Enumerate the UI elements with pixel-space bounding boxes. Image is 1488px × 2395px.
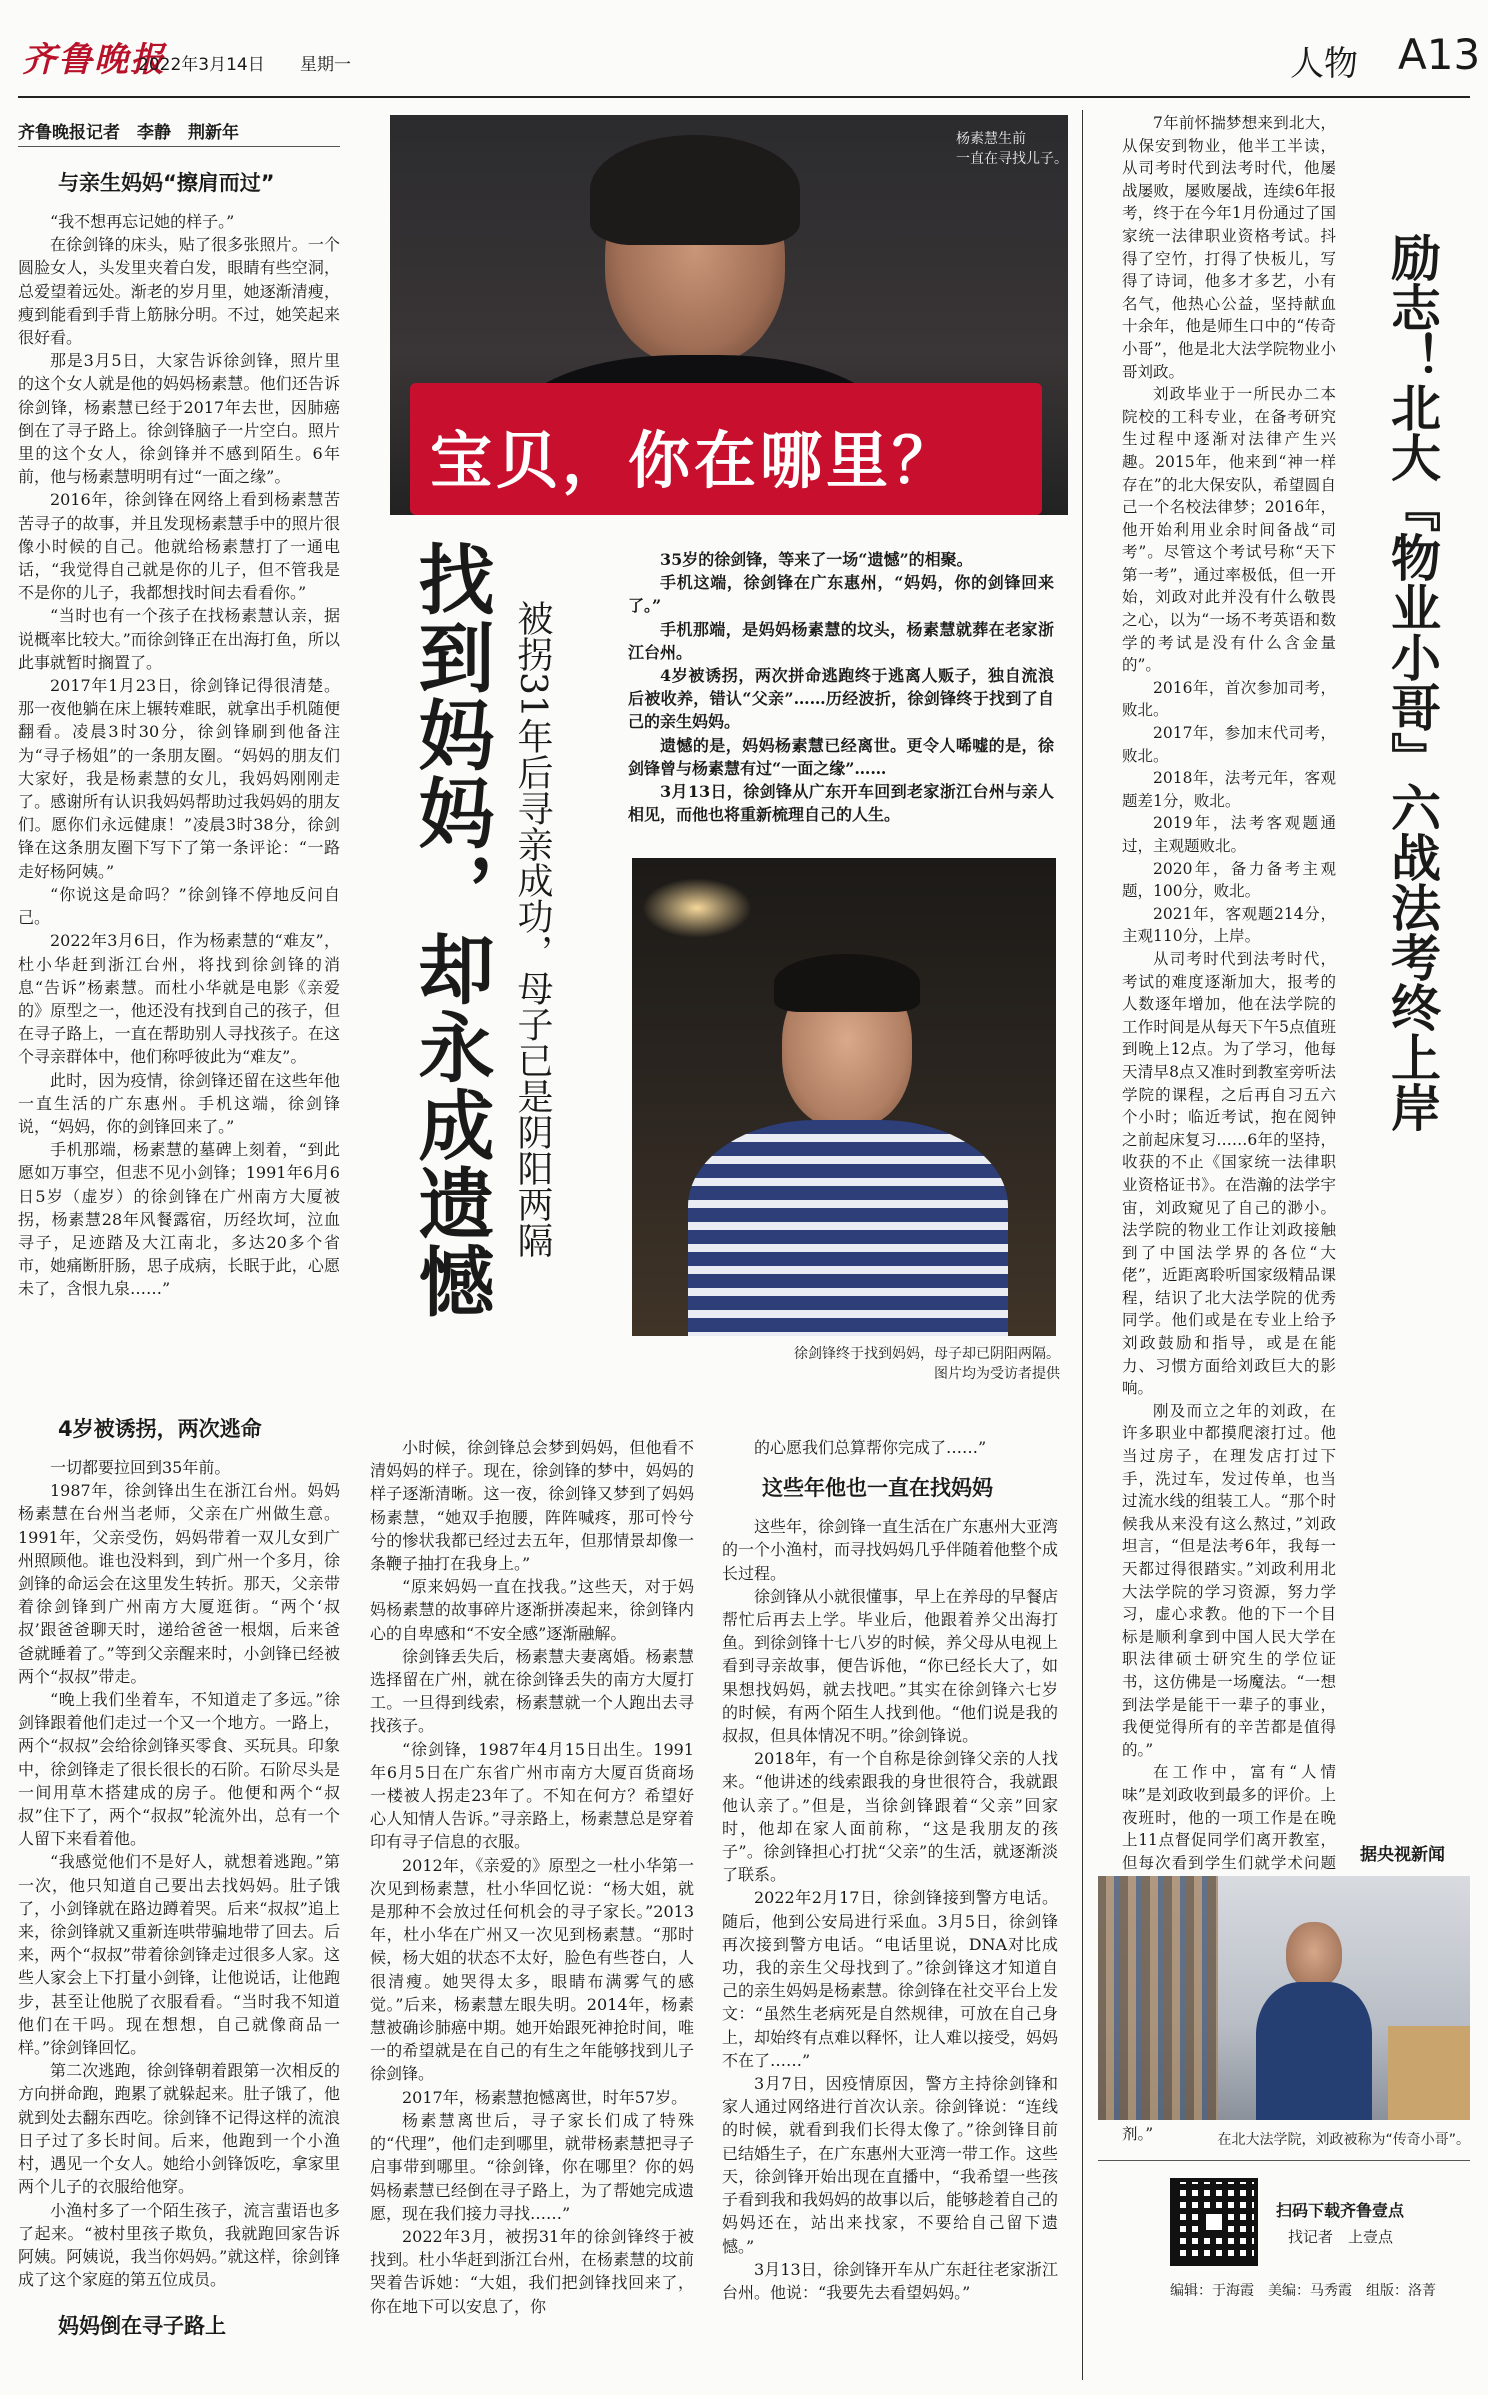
side-p9: 从司考时代到法考时代，考试的难度逐渐加大，报考的人数逐年增加，他在法学院的工作时间是从每天下午5点值班到晚上12点。为了学习，他每天清早8点又准时到教室旁听法学院的课程，之后再自习五六个小时；临近考试，抱在阅钟之前起床复习……6年的坚持，收获的不止《国家统一法律职业资格证书》。在浩瀚的法学宇宙，刘政窥见了自己的渺小。法学院的物业工作让刘政接触到了中国法学界的各位“大佬”，近距离聆听国家级精品课程，结识了北大法学院的优秀同学。他们或是在专业上给予刘政鼓励和指导，或是在能力、习惯方面给刘政巨大的影响。 [1122, 949, 1336, 1398]
subhead-1: 与亲生妈妈“擦肩而过” [58, 171, 275, 195]
qr-logo-icon [1204, 2212, 1224, 2232]
c1a-p5: “当时也有一个孩子在找杨素慧认亲，据说概率比较大。”而徐剑锋正在出海打鱼，所以此事就暂时搁置了。 [18, 606, 340, 672]
c2-p7: 杨素慧离世后，寻子家长们成了特殊的“代理”，他们走到哪里，就带杨素慧把寻子启事带到哪里。“徐剑锋，你在哪里？你的妈妈杨素慧已经倒在寻子路上，为了帮她完成遗愿，现在我们接力寻找……” [370, 2110, 694, 2223]
son-hair [774, 954, 920, 1012]
side-p10: 刚及而立之年的刘政，在许多职业中都摸爬滚打过。他当过房子，在理发店打过下手，洗过车，发过传单，也当过流水线的组装工人。“那个时候我从来没有这么熬过，”刘政坦言，“但是法考6年，我每一天都过得很踏实。”刘政利用北大法学院的学习资源，努力学习，虚心求教。他的下一个目标是顺利拿到中国人民大学在职法律硕士研究生的学位证书，这仿佛是一场魔法。“一想到法学是能干一辈子的事业，我便觉得所有的辛苦都是值得的。” [1122, 1401, 1336, 1759]
qr-title: 扫码下载齐鲁壹点 [1276, 2201, 1405, 2220]
column-3 [722, 1436, 1058, 2386]
lede-block [628, 548, 1054, 830]
side-p3: 2016年，首次参加司考，败北。 [1122, 678, 1336, 720]
c1b-p6: 小渔村多了一个陌生孩子，流言蜚语也多了起来。“被村里孩子欺负，我就跑回家告诉阿姨。阿姨说，我当你妈妈。”就这样，徐剑锋成了这个家庭的第五位成员。 [18, 2200, 340, 2290]
c1a-p9: 此时，因为疫情，徐剑锋还留在这些年他一直生活的广东惠州。手机这端，徐剑锋说，“妈妈，你的剑锋回来了。” [18, 1070, 340, 1136]
photo1-caption-line2: 一直在寻找儿子。 [956, 151, 1068, 167]
page-number: A13 [1398, 30, 1481, 79]
lede-p4: 4岁被诱拐，两次拼命逃跑终于逃离人贩子，独自流浪后被收养，错认“父亲”……历经波折，徐剑锋终于找到了自己的亲生妈妈。 [628, 666, 1054, 732]
c1a-p8: 2022年3月6日，作为杨素慧的“难友”，杜小华赶到浙江台州，将找到徐剑锋的消息“告诉”杨素慧。而杜小华就是电影《亲爱的》原型之一，他还没有找到自己的孩子，但在寻子路上，一直在帮助别人寻找孩子。在这个寻亲群体中，他们称呼彼此为“难友”。 [18, 931, 340, 1067]
side-p11: 在工作中，富有“人情味”是刘政收到最多的评价。上夜班时，他的一项工作是在晚上11点督促同学们离开教室，但每次看到学生们就学术问题 剂。” [1122, 1763, 1336, 2143]
sidebar-headline: 励志！北大『物业小哥』六战法考终上岸 [1383, 232, 1441, 1132]
c2-p1: 小时候，徐剑锋总会梦到妈妈，但他看不清妈妈的样子。现在，徐剑锋的梦中，妈妈的样子逐渐清晰。这一夜，徐剑锋又梦到了妈妈杨素慧，“她双手抱腰，阵阵喊疼，那可怜兮兮的惨状我都已经过去五年，但那情景却像一条鞭子抽打在我身上。” [370, 1438, 694, 1574]
c2-p6: 2017年，杨素慧抱憾离世，时年57岁。 [402, 2087, 688, 2107]
lede-p5: 遗憾的是，妈妈杨素慧已经离世。更令人唏嘘的是，徐剑锋曾与杨素慧有过“一面之缘”…… [628, 735, 1054, 778]
side-p4: 2017年，参加末代司考，败北。 [1122, 724, 1336, 765]
c1a-p4: 2016年，徐剑锋在网络上看到杨素慧苦苦寻子的故事，并且发现杨素慧手中的照片很像小时候的自己。他就给杨素慧打了一通电话，“我觉得自己就是你的儿子，但不管我是不是你的儿子，我都想找时间去看看你。” [18, 490, 340, 603]
son-shirt [688, 1120, 1008, 1336]
byline: 齐鲁晚报记者 李静 荆新年 [18, 123, 239, 143]
c3-p0: 的心愿我们总算帮你完成了……” [754, 1438, 987, 1457]
photo-liu-zheng [1098, 1876, 1470, 2120]
staff-credits: 编辑：于海霞 美编：马秀霞 组版：洛菁 [1170, 2283, 1436, 2299]
side-p5: 2018年，法考元年，客观题差1分，败北。 [1122, 769, 1336, 810]
sidebar-divider [1082, 110, 1083, 2380]
column-1b [18, 1400, 340, 2385]
qr-subtitle: 找记者 上壹点 [1288, 2228, 1394, 2246]
masthead [0, 0, 1488, 100]
section-name: 人物 [1290, 44, 1358, 84]
c2-p8: 2022年3月，被拐31年的徐剑锋终于被找到。杜小华赶到浙江台州，在杨素慧的坟前哭着告诉她：“大姐，我们把剑锋找回来了，你在地下可以安息了，你 [370, 2226, 694, 2316]
c3-p3: 2018年，有一个自称是徐剑锋父亲的人找来。“他讲述的线索跟我的身世很符合，我就跟他认亲了。”但是，当徐剑锋跟着“父亲”回家时，他却在家人面前称，“这是我朋友的孩子”。徐剑锋担心打扰“父亲”的生活，就逐渐淡了联系。 [722, 1749, 1058, 1885]
c1a-p10: 手机那端，杨素慧的墓碑上刻着，“到此愿如万事空，但悲不见小剑锋；1991年6月6日5岁（虚岁）的徐剑锋在广州南方大厦被拐，杨素慧28年风餐露宿，历经坎坷，泣血寻子，足迹踏及大江南北，多达20多个省市，她痛断肝肠，思子成病，长眠于此，心愿未了，含恨九泉……” [18, 1140, 340, 1299]
photo2-caption-line1: 徐剑锋终于找到妈妈，母子却已阴阳两隔。 [794, 1346, 1060, 1362]
c1b-p2: 1987年，徐剑锋出生在浙江台州。妈妈杨素慧在台州当老师，父亲在广州做生意。1991年，父亲受伤，妈妈带着一双儿女到广州照顾他。谁也没料到，到广州一个多月，徐剑锋的命运会在这里发生转折。那天，父亲带着徐剑锋到广州南方大厦逛街。“两个‘叔叔’跟爸爸聊天时，递给爸爸一根烟，后来爸爸就睡着了。”等到父亲醒来时，小剑锋已经被两个“叔叔”带走。 [18, 1481, 340, 1686]
subhead-2: 4岁被诱拐，两次逃命 [58, 1417, 262, 1441]
photo2-caption-line2: 图片均为受访者提供 [934, 1366, 1060, 1382]
sidebar-credit: 据央视新闻 [1360, 1845, 1445, 1865]
c2-p2: “原来妈妈一直在找我。”这些天，对于妈妈杨素慧的故事碎片逐渐拼凑起来，徐剑锋内心的自卑感和“不安全感”逐渐融解。 [370, 1577, 694, 1643]
column-1a [18, 154, 340, 1394]
bookshelf [1098, 1876, 1218, 2120]
qr-code[interactable] [1170, 2178, 1258, 2266]
c3-p6: 3月13日，徐剑锋开车从广东赶往老家浙江台州。他说：“我要先去看望妈妈。” [722, 2259, 1058, 2302]
boxes [1388, 2026, 1470, 2120]
c2-p4: “徐剑锋，1987年4月15日出生。1991年6月5日在广东省广州市南方大厦百货商场一楼被人拐走23年了。不知在何方？希望好心人知情人告诉。”寻亲路上，杨素慧总是穿着印有寻子信息的衣服。 [370, 1739, 694, 1852]
lamp-glow [642, 878, 752, 938]
c1a-p1: “我不想再忘记她的样子。” [50, 212, 235, 231]
c1a-p2: 在徐剑锋的床头，贴了很多张照片。一个圆脸女人，头发里夹着白发，眼睛有些空洞，总爱望着远处。渐老的岁月里，她逐渐清瘦，瘦到能看到手背上筋脉分明。不过，她笑起来很好看。 [18, 235, 340, 348]
photo1-caption [956, 129, 1068, 169]
c2-p3: 徐剑锋丢失后，杨素慧夫妻离婚。杨素慧选择留在广州，就在徐剑锋丢失的南方大厦打工。一旦得到线索，杨素慧就一个人跑出去寻找孩子。 [370, 1646, 694, 1736]
c1a-p6: 2017年1月23日，徐剑锋记得很清楚。那一夜他躺在床上辗转难眠，就拿出手机随便翻看。凌晨3时30分，徐剑锋刷到他备注为“寻子杨姐”的一条朋友圈。“妈妈的朋友们大家好，我是杨素慧的女儿，我妈妈刚刚走了。感谢所有认识我妈妈帮助过我妈妈的朋友们。愿你们永远健康！”凌晨3时38分，徐剑锋在这条朋友圈下写下了第一条评论：“一路走好杨阿姨。” [18, 676, 340, 881]
side-p6: 2019年，法考客观题通过，主观题败北。 [1122, 814, 1336, 855]
issue-date: 2022年3月14日 [138, 55, 265, 75]
photo-son [632, 858, 1056, 1336]
column-2 [370, 1436, 694, 2386]
c1a-p7: “你说这是命吗？”徐剑锋不停地反问自己。 [18, 884, 340, 928]
c1b-p5: 第二次逃跑，徐剑锋朝着跟第一次相反的方向拼命跑，跑累了就躲起来。肚子饿了，他就到处去翻东西吃。徐剑锋不记得这样的流浪日子过了多长时间。后来，他跑到一个小渔村，遇见一个女人。她给小剑锋饭吃，拿家里两个儿子的衣服给他穿。 [18, 2061, 340, 2197]
c1b-p1: 一切都要拉回到35年前。 [50, 1458, 231, 1477]
subhead-3: 妈妈倒在寻子路上 [58, 2314, 226, 2339]
c2-p5: 2012年，《亲爱的》原型之一杜小华第一次见到杨素慧，杜小华回忆说：“杨大姐，就是那种不会放过任何机会的寻子家长。”2013年，杜小华在广州又一次见到杨素慧。“那时候，杨大姐的状态不太好，脸色有些苍白，人很清瘦。她哭得太多，眼睛布满雾气的感觉。”后来，杨素慧左眼失明。2014年，杨素慧被确诊肺癌中期。她开始跟死神抢时间，唯一的希望就是在自己的有生之年能够找到儿子徐剑锋。 [370, 1855, 694, 2084]
photo1-caption-line1: 杨素慧生前 [956, 131, 1026, 147]
lede-p2: 手机这端，徐剑锋在广东惠州，“妈妈，你的剑锋回来了。” [628, 573, 1054, 616]
sign-text: 宝贝，你在哪里？ [430, 424, 959, 497]
photo-mother-with-sign [390, 115, 1068, 515]
lede-p3: 手机那端，是妈妈杨素慧的坟头，杨素慧就葬在老家浙江台州。 [628, 619, 1054, 662]
main-headline: 找到妈妈，却永成遗憾 [406, 540, 495, 1320]
byline-rule [18, 146, 340, 147]
person-body [1256, 1982, 1372, 2120]
issue-weekday: 星期一 [300, 55, 351, 75]
sidebar-text [1122, 112, 1336, 2143]
c1b-p4: “我感觉他们不是好人，就想着逃跑。”第一次，他只知道自己要出去找妈妈。肚子饿了，小剑锋就在路边蹲着哭。后来“叔叔”追上来，徐剑锋就又重新连哄带骗地带了回去。后来，两个“叔叔”带着徐剑锋走过很多人家。这些人家会上下打量小剑锋，让他说话，让他跑步，甚至让他脱了衣服看看。“当时我不知道他们在干吗。现在想想，自己就像商品一样。”徐剑锋回忆。 [18, 1852, 340, 2058]
c3-p5: 3月7日，因疫情原因，警方主持徐剑锋和家人通过网络进行首次认亲。徐剑锋说：“连线的时候，就看到我们长得太像了。”徐剑锋目前已结婚生子，在广东惠州大亚湾一带工作。这些天，徐剑锋开始出现在直播中，“我希望一些孩子看到我和我妈妈的故事以后，能够趁着自己的妈妈还在，站出来找家，不要给自己留下遗憾。” [722, 2074, 1059, 2256]
lede-p1: 35岁的徐剑锋，等来了一场“遗憾”的相聚。 [660, 550, 973, 569]
c3-p1: 这些年，徐剑锋一直生活在广东惠州大亚湾的一个小渔村，而寻找妈妈几乎伴随着他整个成长过程。 [722, 1517, 1059, 1583]
footer-rule [1098, 2160, 1470, 2161]
lede-p6: 3月13日，徐剑锋从广东开车回到老家浙江台州与亲人相见，而他也将重新梳理自己的人生。 [628, 782, 1054, 825]
mother-hair [590, 135, 800, 245]
side-p8: 2021年，客观题214分，主观110分，上岸。 [1122, 904, 1336, 946]
main-deck: 被拐31年后寻亲成功，母子已是阴阳两隔 [512, 600, 553, 1258]
masthead-rule [18, 96, 1470, 98]
c3-p4: 2022年2月17日，徐剑锋接到警方电话。随后，他到公安局进行采血。3月5日，徐剑锋再次接到警方电话。“电话里说，DNA对比成功，我的亲生父母找到了。”徐剑锋这才知道自己的亲生妈妈是杨素慧。徐剑锋在社交平台上发文：“虽然生老病死是自然规律，可放在自己身上，却始终有点难以释怀，让人难以接受，妈妈不在了……” [722, 1888, 1059, 2070]
sidebar-photo-caption: 在北大法学院，刘政被称为“传奇小哥”。 [1217, 2132, 1470, 2148]
c1b-p3: “晚上我们坐着车，不知道走了多远。”徐剑锋跟着他们走过一个又一个地方。一路上，两个“叔叔”会给徐剑锋买零食、买玩具。印象中，徐剑锋走了很长很长的石阶。石阶尽头是一间用草木搭建成的房子。他便和两个“叔叔”住下了，两个“叔叔”轮流外出，总有一个人留下来看着他。 [18, 1690, 340, 1849]
photo2-caption [700, 1344, 1060, 1384]
c1a-p3: 那是3月5日，大家告诉徐剑锋，照片里的这个女人就是他的妈妈杨素慧。他们还告诉徐剑锋，杨素慧已经于2017年去世，因肺癌倒在了寻子路上。徐剑锋脑子一片空白。照片里的这个女人，徐剑锋并不感到陌生。6年前，他与杨素慧明明有过“一面之缘”。 [18, 351, 340, 487]
side-p1: 7年前怀揣梦想来到北大，从保安到物业，他半工半读，从司考时代到法考时代，他屡战屡败，屡败屡战，连续6年报考，终于在今年1月份通过了国家统一法律职业资格考试。抖得了空竹，打得了快板儿，写得了诗词，他多才多艺，小有名气，他热心公益，坚持献血十余年，他是师生口中的“传奇小哥”，他是北大法学院物业小哥刘政。 [1122, 114, 1336, 381]
paper-logo: 齐鲁晚报 [22, 40, 166, 80]
subhead-4: 这些年他也一直在找妈妈 [762, 1476, 993, 1501]
side-p7: 2020年，备力备考主观题，100分，败北。 [1122, 859, 1336, 901]
c3-p2: 徐剑锋从小就很懂事，早上在养母的早餐店帮忙后再去上学。毕业后，他跟着养父出海打鱼。到徐剑锋十七八岁的时候，养父母从电视上看到寻亲故事，便告诉他，“你已经长大了，如果想找妈妈，就去找吧。”其实在徐剑锋六七岁的时候，有两个陌生人找到他。“他们说是我的叔叔，但具体情况不明。”徐剑锋说。 [722, 1586, 1059, 1746]
person-head [1286, 1922, 1342, 1988]
side-p2: 刘政毕业于一所民办二本院校的工科专业，在备考研究生过程中逐渐对法律产生兴趣。2015年，他来到“神一样存在”的北大保安队，希望圆自己一个名校法律梦；2016年，他开始利用业余时间备战“司考”。尽管这个考试号称“天下第一考”，通过率极低，但一开始，刘政对此并没有什么敬畏之心，以为“一场不考英语和数学的考试是没有什么含金量的”。 [1122, 385, 1336, 675]
